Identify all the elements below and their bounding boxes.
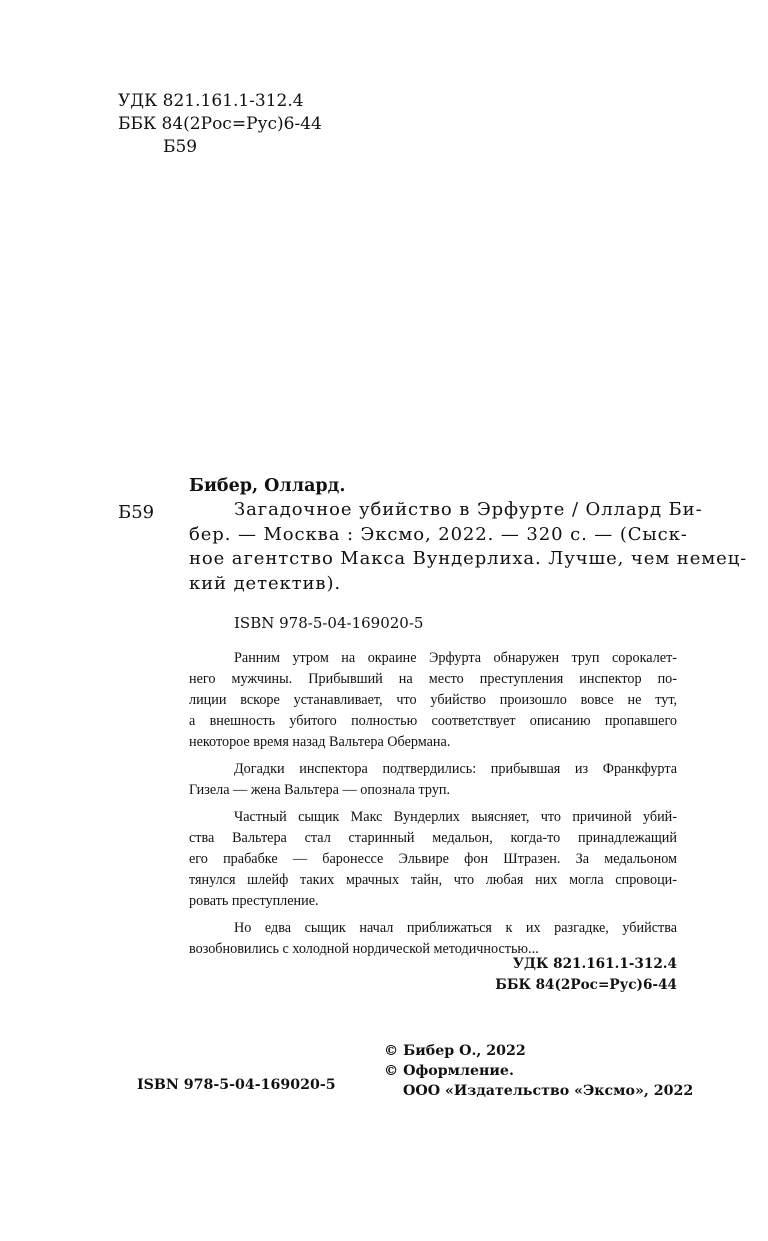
annotation-line: Частный сыщик Макс Вундерлих выясняет, что причиной убий- <box>234 809 677 825</box>
annotation-paragraph <box>189 807 677 912</box>
bibliographic-description <box>189 498 748 596</box>
entry-line: бер. — Москва : Эксмо, 2022. — 320 с. — (Сыск- <box>189 523 688 545</box>
annotation-paragraph <box>189 648 677 753</box>
author-heading: Бибер, Оллард. <box>189 476 346 496</box>
copyright-design: © Оформление. <box>384 1063 514 1079</box>
annotation-line: а внешность убитого полностью соответствует описанию пропавшего <box>189 713 677 729</box>
copyright-author: © Бибер О., 2022 <box>384 1043 526 1059</box>
entry-isbn: ISBN 978-5-04-169020-5 <box>234 614 424 632</box>
annotation-line: Ранним утром на окраине Эрфурта обнаружен труп сорокалет- <box>234 650 677 666</box>
footer-bbk-code: ББК 84(2Рос=Рус)6-44 <box>495 977 677 993</box>
udk-code: УДК 821.161.1-312.4 <box>118 91 304 111</box>
annotation-line: его прабабке — баронессе Эльвире фон Штразен. За медальоном <box>189 851 677 867</box>
annotation-line: ровать преступление. <box>189 893 319 909</box>
entry-line: кий детектив). <box>189 572 341 594</box>
annotation-line: возобновились с холодной нордической методичностью... <box>189 941 539 957</box>
annotation-line: тянулся шлейф таких мрачных тайн, что любая них могла спровоци- <box>189 872 677 888</box>
annotation-line: лиции вскоре устанавливает, что убийство произошло вовсе не тут, <box>189 692 677 708</box>
entry-line: Загадочное убийство в Эрфурте / Оллард Би- <box>234 499 703 520</box>
entry-line: ное агентство Макса Вундерлиха. Лучше, чем немец- <box>189 548 748 569</box>
annotation <box>189 648 677 966</box>
copyright-block <box>384 1041 693 1101</box>
bbk-code: ББК 84(2Рос=Рус)6-44 <box>118 114 322 134</box>
annotation-line: Догадки инспектора подтвердились: прибывшая из Франкфурта <box>234 761 677 777</box>
entry-author-mark: Б59 <box>118 502 155 523</box>
annotation-line: него мужчины. Прибывший на место преступления инспектор по- <box>189 671 677 687</box>
annotation-line: ства Вальтера стал старинный медальон, когда-то принадлежащий <box>189 830 677 846</box>
footer-udk-code: УДК 821.161.1-312.4 <box>512 956 677 972</box>
annotation-line: Гизела — жена Вальтера — опознала труп. <box>189 782 451 798</box>
annotation-line: некоторое время назад Вальтера Обермана. <box>189 734 451 750</box>
author-mark: Б59 <box>163 137 198 157</box>
annotation-paragraph <box>189 759 677 801</box>
copyright-publisher: ООО «Издательство «Эксмо», 2022 <box>403 1083 694 1099</box>
footer-classification-codes <box>495 954 677 996</box>
footer-isbn: ISBN 978-5-04-169020-5 <box>137 1077 336 1093</box>
header-classification-codes <box>118 90 322 159</box>
annotation-line: Но едва сыщик начал приближаться к их разгадке, убийства <box>234 920 677 936</box>
